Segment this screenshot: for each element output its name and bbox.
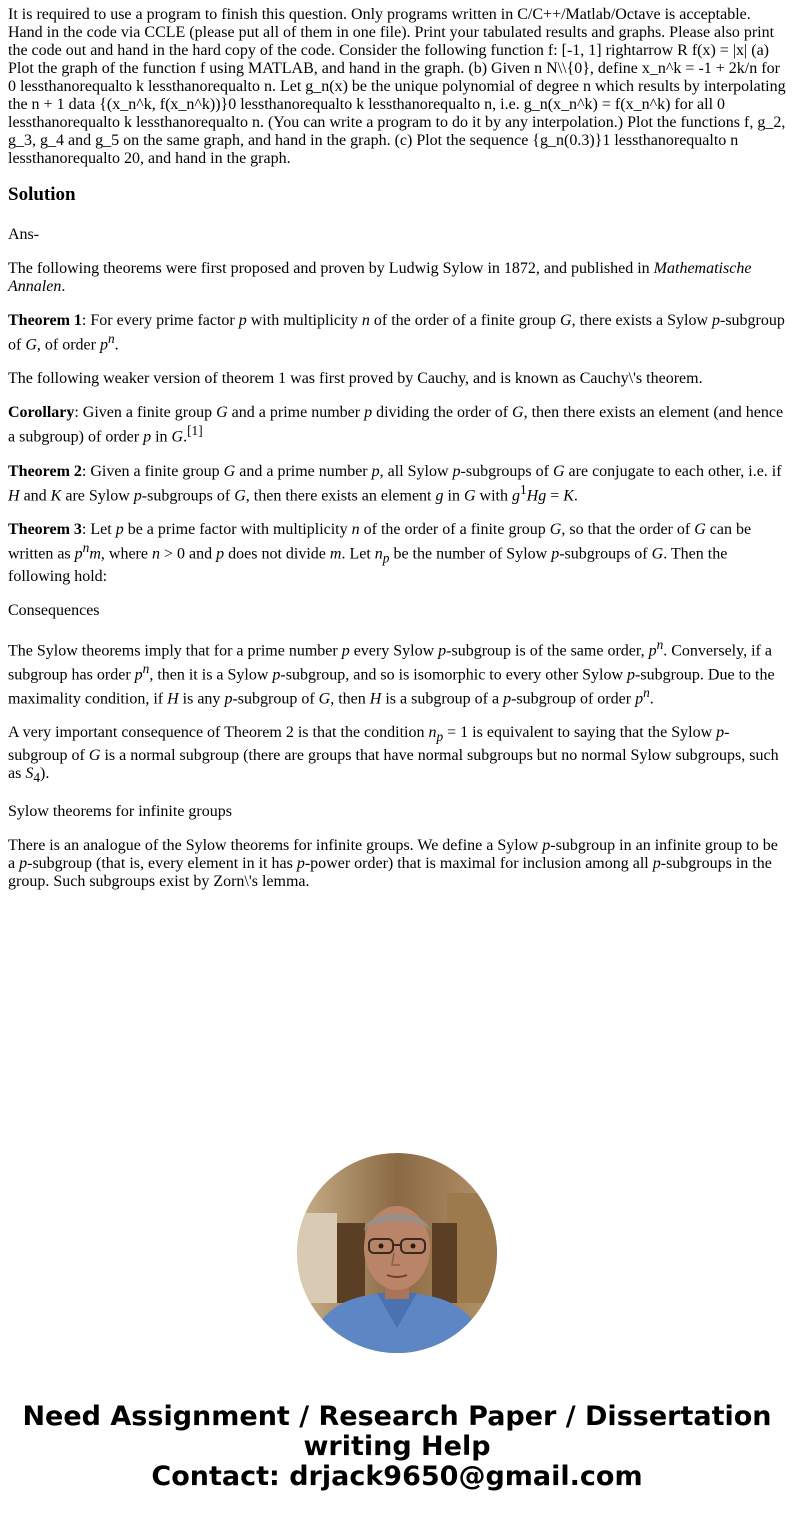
- math-var: p: [341, 641, 350, 659]
- math-superscript: n: [656, 636, 664, 652]
- text: , where: [100, 545, 152, 563]
- text: -subgroups in the group. Such subgroups exist by Zorn\'s lemma.: [8, 854, 772, 890]
- consequences-paragraph-2: [8, 724, 788, 786]
- math-var: G: [651, 545, 664, 563]
- text: .: [183, 428, 188, 446]
- text: .: [649, 690, 654, 708]
- theorem-3: [8, 521, 788, 586]
- math-var: H: [369, 690, 382, 708]
- text: : Given a finite group: [74, 404, 217, 422]
- math-var: G: [552, 462, 565, 480]
- text: The Sylow theorems imply that for a prime number: [8, 641, 342, 659]
- infinite-groups-heading: Sylow theorems for infinite groups: [8, 802, 232, 820]
- math-var: n: [428, 724, 437, 742]
- math-var: K: [50, 486, 62, 504]
- text: There is an analogue of the Sylow theorems for infinite groups. We define a Sylow: [8, 836, 543, 854]
- text: and a prime number: [235, 462, 372, 480]
- text: and: [19, 486, 51, 504]
- corollary: [8, 404, 788, 446]
- text: .: [114, 336, 119, 354]
- corollary-label: Corollary: [8, 404, 75, 422]
- text: -power order) that is maximal for inclusion among all: [304, 854, 653, 872]
- promo-line-1: Need Assignment / Research Paper / Dissertation: [22, 1401, 772, 1432]
- question-text: It is required to use a program to finish this question. Only programs written in C/C++/Matlab/Octave is acceptable. Hand in the code via CCLE (please put all of them in one file). Print your tabulated results and graphs. Please also print the code out and hand in the hard copy of the code. Consider the following function f: [-1, 1] rightarrow R f(x) = |x| (a) Plot the graph of the function f using MATLAB, and hand in the graph. (b) Given n N\\{0}, define x_n^k = -1 + 2k/n for 0 lessthanorequalto k lessthanorequalto n. Let g_n(x) be the unique polynomial of degree n which results by interpolating the n + 1 data {(x_n^k, f(x_n^k))}0 lessthanorequalto k lessthanorequalto n, i.e. g_n(x_n^k) = f(x_n^k) for all 0 lessthanorequalto k lessthanorequalto n. (You can write a program to do it by any interpolation.) Plot the functions f, g_2, g_3, g_4 and g_5 on the same graph, and hand in the graph. (c) Plot the sequence {g_n(0.3)}1 lessthanorequalto n lessthanorequalto 20, and hand in the graph.: [8, 6, 786, 167]
- math-var: p: [272, 666, 281, 684]
- text: -subgroup of: [8, 312, 785, 354]
- theorem-2-label: Theorem 2: [8, 462, 82, 480]
- math-var: p: [115, 520, 124, 538]
- math-var: G: [560, 312, 572, 329]
- math-var: p: [371, 462, 380, 480]
- text: .: [573, 486, 578, 504]
- text: -subgroup of: [232, 690, 319, 708]
- text: -subgroup, and so is isomorphic to every other Sylow: [280, 666, 628, 684]
- text: and a prime number: [227, 404, 365, 422]
- math-var: p: [712, 312, 720, 329]
- math-var: p: [452, 462, 461, 480]
- promo-line-2: writing Help: [303, 1431, 491, 1462]
- text: , there exists a Sylow: [571, 312, 712, 329]
- text: , then: [330, 690, 370, 708]
- math-var: p: [296, 854, 305, 872]
- math-var: p: [542, 836, 551, 854]
- theorem-1: [8, 312, 788, 354]
- text: . Conversely, if a subgroup has order: [8, 641, 772, 684]
- math-var: H: [167, 690, 179, 708]
- text: -subgroups of: [460, 462, 553, 480]
- math-var: p: [438, 641, 447, 659]
- theorem-1-label: Theorem 1: [8, 312, 82, 329]
- text: -subgroup of order: [511, 690, 636, 708]
- theorem-3-label: Theorem 3: [8, 520, 82, 538]
- text: > 0 and: [159, 545, 217, 563]
- text: every Sylow: [349, 641, 439, 659]
- promo-banner: [0, 1402, 794, 1492]
- text: are conjugate to each other, i.e. if: [564, 462, 782, 480]
- text: -subgroups of: [141, 486, 235, 504]
- infinite-groups-paragraph: [8, 837, 788, 891]
- math-var: G: [25, 336, 37, 354]
- math-var: p: [635, 690, 644, 708]
- math-superscript: n: [107, 331, 115, 346]
- math-var: p: [364, 404, 373, 422]
- math-var: G: [223, 462, 236, 480]
- math-superscript: 1: [519, 481, 527, 497]
- author-photo: [297, 1153, 497, 1353]
- text: . Let: [341, 545, 375, 563]
- math-var: p: [551, 545, 560, 563]
- text: is a subgroup of a: [381, 690, 504, 708]
- math-var: H: [8, 486, 20, 504]
- math-var: n: [151, 545, 160, 563]
- journal-name: Mathematische Annalen: [8, 260, 752, 295]
- text: , of order: [36, 336, 100, 354]
- math-superscript: n: [142, 660, 150, 676]
- math-var: n: [374, 545, 383, 563]
- math-var: G: [234, 486, 246, 504]
- author-avatar: [297, 1153, 497, 1353]
- text: , all Sylow: [379, 462, 453, 480]
- text: =: [546, 486, 564, 504]
- math-var: G: [216, 404, 228, 422]
- math-var: n: [361, 312, 370, 329]
- intro-paragraph: [8, 260, 788, 296]
- math-var: Hg: [526, 486, 547, 504]
- text: , then there exists an element (and hence a subgroup) of order: [8, 404, 784, 446]
- text: with multiplicity: [246, 312, 362, 329]
- text: . Then the following hold:: [8, 545, 728, 585]
- math-var: g: [435, 486, 444, 504]
- text: be a prime factor with multiplicity: [123, 520, 352, 538]
- math-var: m: [89, 545, 101, 563]
- text: -subgroups of: [559, 545, 652, 563]
- math-var: G: [463, 486, 476, 504]
- theorem-2: [8, 463, 788, 505]
- math-var: p: [216, 545, 225, 563]
- text: -subgroup. Due to the maximality condition, if: [8, 666, 775, 708]
- promo-contact[interactable]: Contact: drjack9650@gmail.com: [151, 1461, 643, 1492]
- math-var: m: [329, 545, 342, 563]
- solution-heading: Solution: [8, 184, 76, 205]
- math-superscript: n: [82, 539, 90, 555]
- math-subscript: p: [382, 550, 390, 566]
- math-var: p: [74, 545, 83, 563]
- text: -subgroup (that is, every element in it has: [27, 854, 297, 872]
- math-var: G: [171, 428, 184, 446]
- math-var: p: [143, 428, 152, 446]
- text: with: [475, 486, 512, 504]
- math-superscript: n: [643, 685, 650, 701]
- text: does not divide: [224, 545, 330, 563]
- text: , so that the order of: [561, 520, 695, 538]
- math-var: S: [25, 764, 34, 782]
- math-var: p: [238, 312, 247, 329]
- math-var: p: [134, 666, 143, 684]
- math-var: G: [694, 520, 706, 538]
- text: -subgroup of: [8, 724, 730, 764]
- text: -subgroup is of the same order,: [446, 641, 649, 659]
- text: , then there exists an element: [245, 486, 436, 504]
- text: , then it is a Sylow: [149, 666, 273, 684]
- text: -subgroup in an infinite group to be a: [8, 836, 778, 872]
- text: : Let: [81, 520, 116, 538]
- math-var: p: [99, 336, 108, 354]
- math-var: p: [19, 854, 28, 872]
- consequences-heading: Consequences: [8, 601, 100, 619]
- text: : For every prime factor: [81, 312, 239, 329]
- cauchy-paragraph: The following weaker version of theorem 1 was first proved by Cauchy, and is known as Cauchy\'s theorem.: [8, 370, 703, 388]
- text: of the order of a finite group: [369, 312, 561, 329]
- text: : Given a finite group: [81, 462, 224, 480]
- text: A very important consequence of Theorem 2 is that the condition: [8, 724, 429, 742]
- math-subscript: p: [436, 729, 444, 745]
- intro-text: The following theorems were first proposed and proven by Ludwig Sylow in 1872, and published in: [8, 260, 654, 277]
- math-var: p: [648, 641, 657, 659]
- math-var: G: [318, 690, 331, 708]
- math-var: p: [503, 690, 512, 708]
- text: are Sylow: [61, 486, 134, 504]
- text: in: [151, 428, 172, 446]
- text: be the number of Sylow: [389, 545, 552, 563]
- ans-label: Ans-: [8, 226, 40, 243]
- math-var: G: [88, 746, 101, 764]
- text: ).: [40, 764, 50, 782]
- math-subscript: 4: [33, 769, 40, 785]
- math-var: n: [351, 520, 360, 538]
- text: is a normal subgroup (there are groups that have normal subgroups but no normal Sylow subgroups, such as: [8, 746, 779, 782]
- text: can be written as: [8, 520, 752, 563]
- math-var: p: [652, 854, 661, 872]
- article-content: [8, 6, 788, 907]
- math-var: p: [716, 724, 725, 742]
- math-var: p: [224, 690, 233, 708]
- math-var: p: [133, 486, 142, 504]
- text: in: [443, 486, 464, 504]
- text: of the order of a finite group: [359, 520, 550, 538]
- math-var: p: [627, 666, 636, 684]
- intro-end: .: [61, 278, 66, 295]
- math-var: G: [512, 404, 524, 422]
- reference-link[interactable]: [1]: [187, 423, 203, 439]
- text: is any: [178, 690, 225, 708]
- text: dividing the order of: [372, 404, 513, 422]
- math-var: G: [549, 520, 562, 538]
- math-var: g: [511, 486, 520, 504]
- text: = 1 is equivalent to saying that the Sylow: [443, 724, 717, 742]
- math-var: K: [563, 486, 574, 504]
- consequences-paragraph-1: [8, 636, 788, 709]
